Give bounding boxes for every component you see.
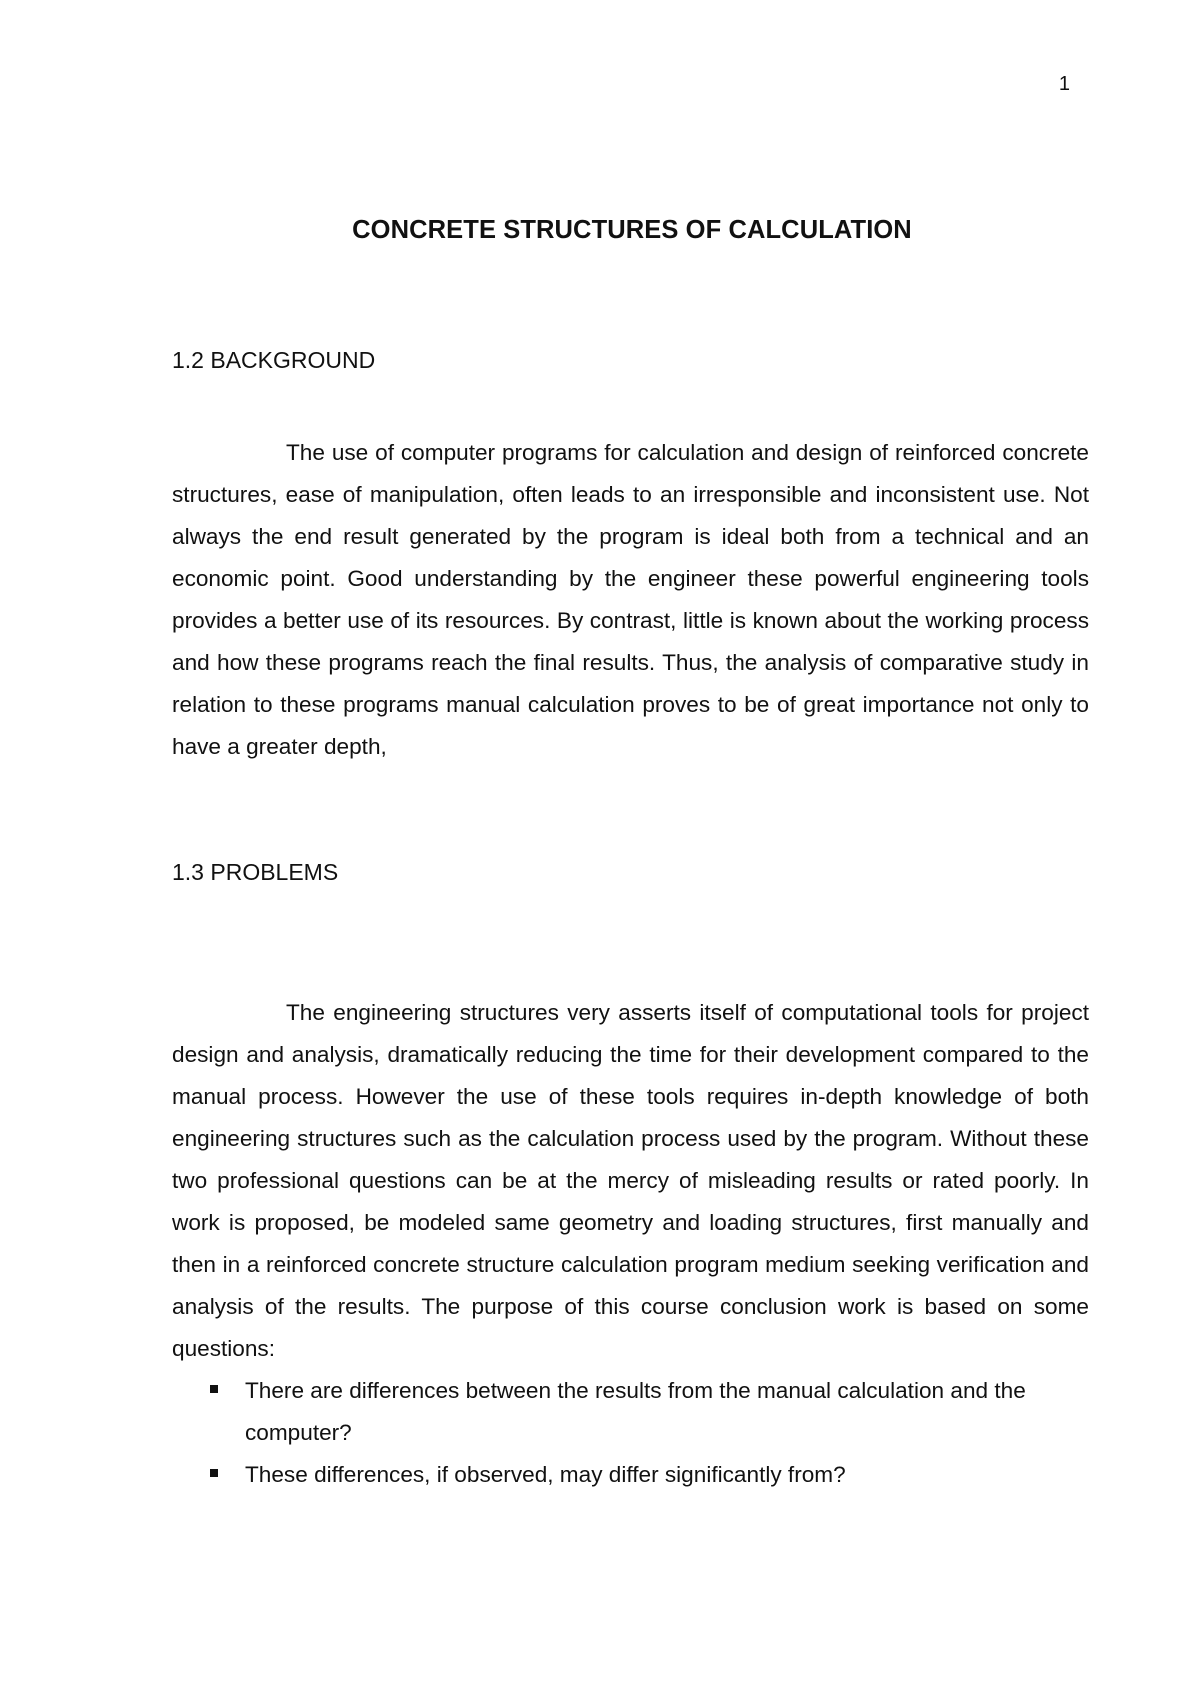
section-heading-problems: 1.3 PROBLEMS [172,859,339,885]
section-heading-background: 1.2 BACKGROUND [172,347,376,373]
problems-paragraph: The engineering structures very asserts itself of computational tools for project design and analysis, dramatically reducing the time for their development compared to the manual process. However the use of these tools requires in-depth knowledge of both engineering structures such as the calculation process used by the program. Without these two professional questions can be at the mercy of misleading results or rated poorly. In work is proposed, be modeled same geometry and loading structures, first manually and then in a reinforced concrete structure calculation program medium seeking verification and analysis of the results. The purpose of this course conclusion work is based on some questions: [172,1000,1089,1361]
page-number: 1 [1058,73,1070,95]
square-bullet-icon [210,1469,218,1477]
document-title: CONCRETE STRUCTURES OF CALCULATION [352,216,912,244]
questions-list [172,1370,1089,1496]
list-item-text: These differences, if observed, may differ significantly from? [245,1462,846,1487]
square-bullet-icon [210,1385,218,1393]
list-item [172,1370,1089,1454]
list-item-text: There are differences between the results from the manual calculation and the computer? [245,1378,1026,1445]
list-item [172,1454,1089,1496]
background-paragraph: The use of computer programs for calculation and design of reinforced concrete structures, ease of manipulation, often leads to an irresponsible and inconsistent use. Not always the end result generated by the program is ideal both from a technical and an economic point. Good understanding by the engineer these powerful engineering tools provides a better use of its resources. By contrast, little is known about the working process and how these programs reach the final results. Thus, the analysis of comparative study in relation to these programs manual calculation proves to be of great importance not only to have a greater depth, [172,440,1089,759]
